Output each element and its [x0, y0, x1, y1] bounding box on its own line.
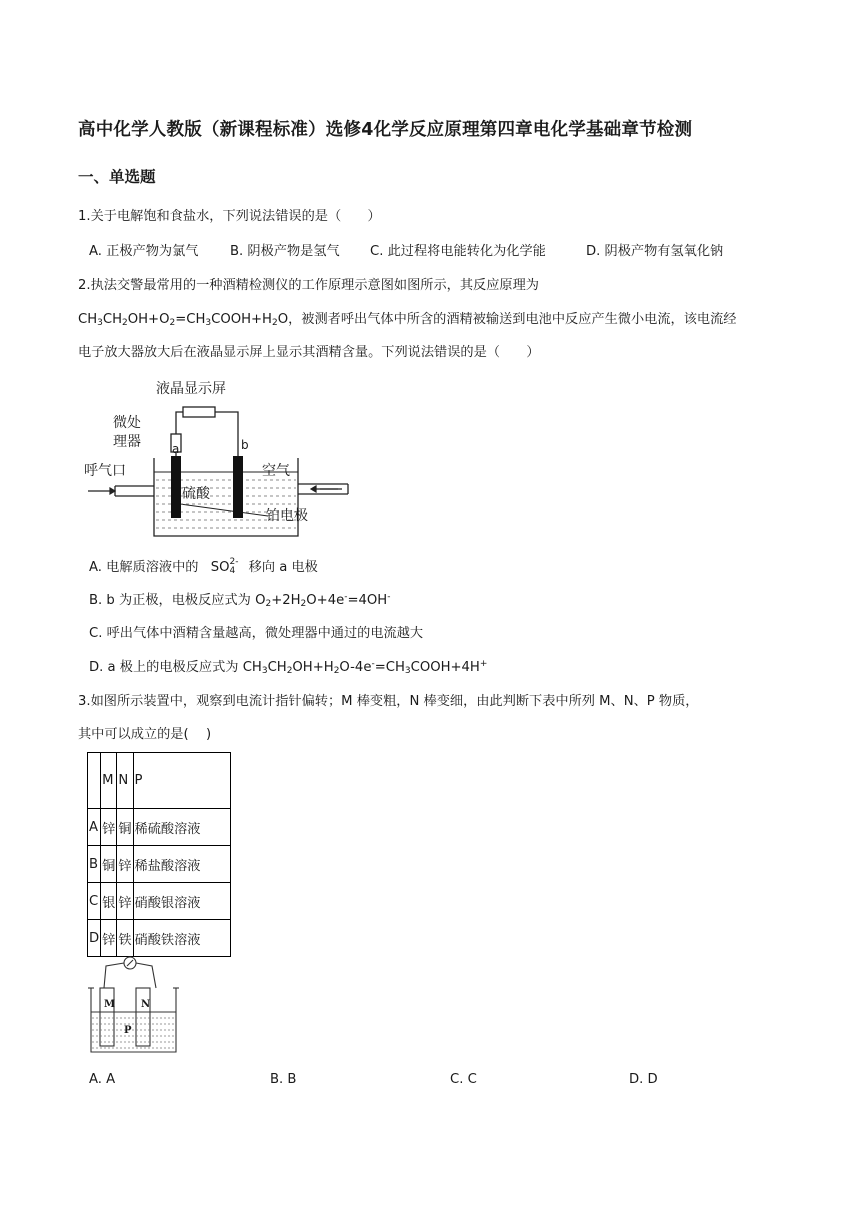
- q2-option-a: [89, 558, 318, 577]
- processor-label-2: 理器: [113, 434, 141, 450]
- table-cell: 硝酸银溶液: [133, 883, 230, 920]
- section-heading: 一、单选题: [78, 168, 156, 186]
- table-cell: 银: [101, 883, 117, 920]
- q3-option-d: D. D: [629, 1072, 658, 1087]
- q2-reaction-equation: $CH_3CH_2OH+O_2=CH_3COOH+H_2O$: [78, 312, 289, 328]
- electrode-a-label: a: [172, 442, 180, 456]
- table-row: [88, 846, 231, 883]
- q2-option-d-pre: D. a 极上的电极反应式为: [89, 660, 243, 675]
- q2-stem-line2: [78, 311, 736, 329]
- q2-option-b: [89, 592, 390, 610]
- processor-label-1: 微处: [113, 415, 141, 431]
- breath-inlet-label: 呼气口: [84, 463, 126, 479]
- table-row: [88, 809, 231, 846]
- q2-stem-line1: 2.执法交警最常用的一种酒精检测仪的工作原理示意图如图所示，其反应原理为: [78, 278, 539, 293]
- screen-label: 液晶显示屏: [156, 381, 226, 397]
- q2-stem-line3: 电子放大器放大后在液晶显示屏上显示其酒精含量。下列说法错误的是（ ）: [78, 345, 540, 360]
- q2-stem-line2-tail: ，被测者呼出气体中所含的酒精被输送到电池中反应产生微小电流，该电流经: [288, 312, 737, 327]
- q1-option-d: D. 阴极产物有氢氧化钠: [586, 244, 724, 259]
- table-header-cell: N: [117, 753, 133, 809]
- table-cell: 锌: [101, 809, 117, 846]
- table-row: [88, 883, 231, 920]
- table-cell: B: [88, 846, 101, 883]
- rod-m-label: M: [104, 999, 116, 1010]
- q3-option-a: A. A: [89, 1072, 116, 1087]
- q2-option-b-pre: B. b 为正极，电极反应式为: [89, 593, 256, 608]
- sulfuric-acid-label: 硫酸: [182, 486, 210, 502]
- q2-option-c: C. 呼出气体中酒精含量越高，微处理器中通过的电流越大: [89, 626, 424, 641]
- table-header-cell: P: [133, 753, 230, 809]
- q1-option-b: B. 阴极产物是氢气: [230, 244, 340, 259]
- table-cell: C: [88, 883, 101, 920]
- table-cell: 锌: [101, 920, 117, 957]
- q2-option-b-equation: $O_2+2H_2O+4e^-=4OH^-$: [255, 592, 391, 609]
- table-cell: 铜: [117, 809, 133, 846]
- q1-option-c: C. 此过程将电能转化为化学能: [370, 244, 546, 259]
- rod-n-label: N: [141, 999, 151, 1010]
- q3-option-c: C. C: [450, 1072, 477, 1087]
- table-cell: 铁: [117, 920, 133, 957]
- q1-option-a: A. 正极产物为氯气: [89, 244, 199, 259]
- q3-options-table: [87, 752, 231, 957]
- table-cell: 稀盐酸溶液: [133, 846, 230, 883]
- table-cell: 锌: [117, 883, 133, 920]
- table-header-row: [88, 753, 231, 809]
- q2-option-a-pre: A. 电解质溶液中的: [89, 560, 199, 575]
- table-cell: D: [88, 920, 101, 957]
- q1-stem: 1.关于电解饱和食盐水，下列说法错误的是（ ）: [78, 209, 381, 224]
- platinum-electrode-label: 铂电极: [266, 508, 308, 524]
- solution-p-label: P: [124, 1025, 132, 1036]
- table-cell: 硝酸铁溶液: [133, 920, 230, 957]
- q3-stem-line1: 3.如图所示装置中，观察到电流计指针偏转；M 棒变粗，N 棒变细，由此判断下表中所列 M、N、P 物质，: [78, 694, 699, 709]
- table-header-cell: M: [101, 753, 117, 809]
- table-cell: 锌: [117, 846, 133, 883]
- document-title: 高中化学人教版（新课程标准）选修4化学反应原理第四章电化学基础章节检测: [78, 120, 693, 140]
- q3-stem-line2: 其中可以成立的是( ): [78, 727, 212, 742]
- air-label: 空气: [262, 463, 290, 479]
- q3-option-b: B. B: [270, 1072, 297, 1087]
- q2-option-d: [89, 659, 487, 677]
- q2-option-a-post: 移向 a 电极: [248, 560, 318, 575]
- galvanic-cell-diagram: [88, 954, 180, 1056]
- table-cell: 铜: [101, 846, 117, 883]
- table-header-cell: [88, 753, 101, 809]
- electrode-b: [233, 456, 243, 518]
- table-cell: 稀硫酸溶液: [133, 809, 230, 846]
- q2-option-d-equation: $CH_3CH_2OH+H_2O-4e^-=CH_3COOH+4H^+$: [242, 659, 488, 676]
- breathalyzer-diagram: [80, 378, 350, 538]
- table-row: [88, 920, 231, 957]
- sulfate-ion-formula: SO 2- 4: [210, 557, 239, 576]
- table-cell: A: [88, 809, 101, 846]
- electrode-a: [171, 456, 181, 518]
- electrode-b-label: b: [241, 438, 249, 452]
